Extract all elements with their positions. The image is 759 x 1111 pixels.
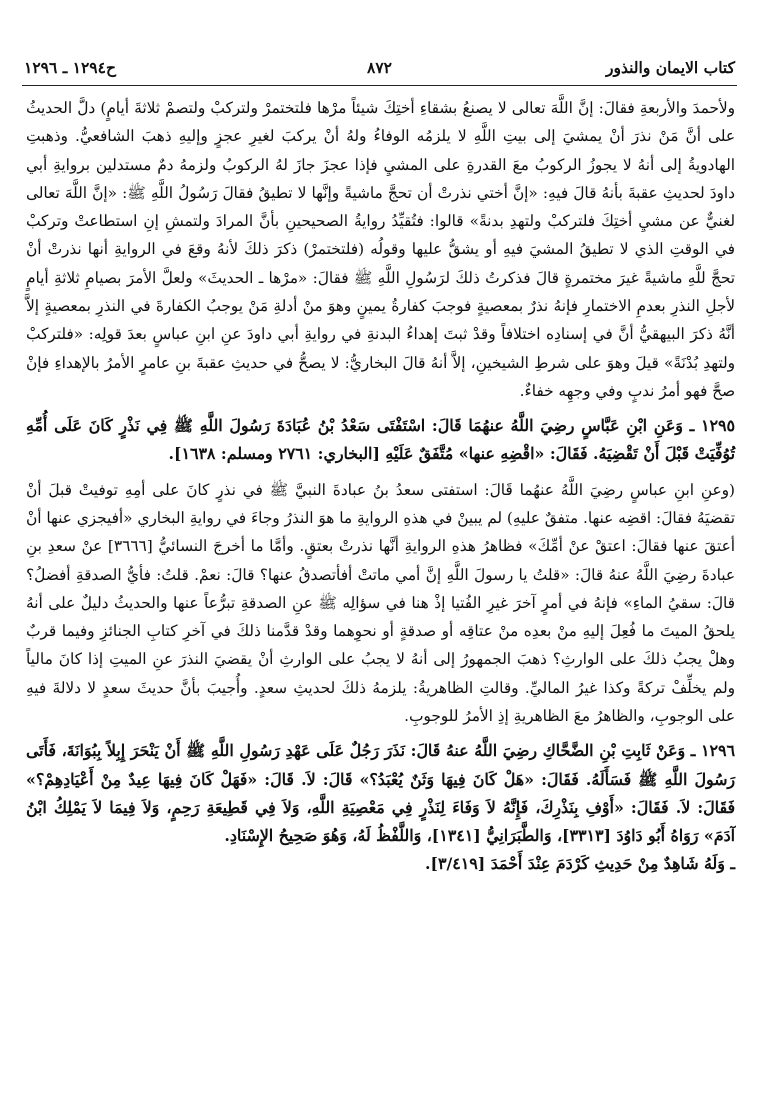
page-header	[24, 58, 735, 84]
page-body	[26, 94, 735, 878]
page-number: ٨٧٢	[367, 58, 392, 77]
commentary-paragraph-2: (وعنِ ابنِ عباسٍ رضِيَ اللَّهُ عنهُما قَالَ: استفتى سعدُ بنُ عبادةَ النبيَّ ﷺ في نذرٍ كانَ على أمِهِ توفيتْ قبلَ أنْ تقضيَهُ فقالَ: اقضِه عنها. متفقٌ عليهِ) لم يبينْ في هذهِ الروايةِ ما هوَ النذرُ وجاءَ في روايةِ البخاري «أفيجزي عنها أنْ أعتقَ عنها فقالَ: اعتقْ عنْ أمِّكَ» فظاهرُ هذهِ الروايةِ أنَّها نذرتْ بعتقٍ. وأمَّا ما أخرجَ النسائيُّ [٣٦٦٦] عنْ سعدِ بنِ عبادةَ رضِيَ اللَّهُ عنهُ قالَ: «قلتُ يا رسولَ اللَّهِ إنَّ أمي ماتتْ أفأتصدقُ عنها؟ قالَ: نعمْ. قلتُ: فأيُّ الصدقةِ أفضلُ؟ قالَ: سقيُ الماءِ» فإنهُ في أمرٍ آخرَ غيرِ الفُتيا إذْ هنا في سؤالِه ﷺ عنِ الصدقةِ تبرُّعاً عنها والحديثُ دليلٌ على أنهُ يلحقُ الميتَ ما فُعِلَ إليهِ منْ بعدِه منْ عتاقِه أو صدقةٍ أو نحوِهما وقدْ قدَّمنا ذلكَ في آخرِ كتابِ الجنائزِ وفيما قربٌ وهلْ يجبُ ذلكَ على الوارثِ؟ ذهبَ الجمهورُ إلى أنهُ لا يجبُ على الوارثِ أنْ يقضيَ النذرَ عنِ الميتِ إذا كانَ مالياً ولم يخلِّفْ تركةً وكذا غيرُ الماليِّ. وقالتِ الظاهريةُ: يلزمهُ ذلكَ لحديثِ سعدٍ. وأُجيبَ بأنَّ حديثَ سعدٍ لا دلالةَ فيهِ على الوجوبِ، والظاهرُ معَ الظاهريةِ إذِ الأمرُ للوجوبِ.	[26, 480, 735, 726]
hadith-1295: ١٢٩٥ ـ وَعَنِ ابْنِ عَبَّاسٍ رضِيَ اللَّهُ عنهُمَا قَالَ: اسْتَفْتَى سَعْدُ بْنُ عُبَادَةَ رَسُولَ اللَّهِ ﷺ فِي نَذْرٍ كَانَ عَلَى أُمِّهِ تُوُفِّيَتْ قَبْلَ أَنْ تَقْضِيَهُ. فَقَالَ: «اقْضِهِ عنها» مُتَّفَقٌ عَلَيْهِ [البخاري: ٢٧٦١ ومسلم: ١٦٣٨].	[26, 416, 735, 464]
hadith-range: ح١٢٩٤ ـ ١٢٩٦	[24, 58, 116, 77]
hadith-1296-note: ـ وَلَهُ شَاهِدٌ مِنْ حَدِيثِ كَرْدَمَ عِنْدَ أَحْمَدَ [٣/٤١٩].	[425, 854, 735, 874]
commentary-paragraph-1: ولأحمدَ والأربعةِ فقالَ: إنَّ اللَّهَ تعالى لا يصنعُ بشقاءِ أختِكَ شيئاً مرْها فلتختمرْ ولتركبْ ولتصمْ ثلاثةَ أيامٍ) دلَّ الحديثُ على أنَّ مَنْ نذرَ أنْ يمشيَ إلى بيتِ اللَّهِ لا يلزمُه الوفاءُ ولهُ أنْ يركبَ لغيرِ عجزٍ وإليهِ ذهبَ الشافعيُّ. وذهبتِ الهادويةُ إلى أنهُ لا يجوزُ الركوبُ معَ القدرةِ على المشيِ فإذا عجزَ جازَ لهُ الركوبُ ولزمهُ دمٌ مستدلين بروايةِ أبي داودَ لحديثِ عقبةَ بأنهُ قالَ فيهِ: «إنَّ أختي نذرتْ أن تحجَّ ماشيةً وإنَّها لا تطيقُ فقالَ رَسُولُ اللَّهِ ﷺ: «إنَّ اللَّهَ تعالى لغنيٌّ عن مشيِ أختِكَ فلتركبْ ولتهدِ بدنةً» قالوا: فتُقيِّدُ روايةُ الصحيحينِ بأنَّ المرادَ ولتمشِ إنِ استطاعتْ وتركبْ في الوقتِ الذي لا تطيقُ المشيَ فيهِ أو يشقُّ عليها وقولُه (فلتختمرْ) ذكرَ ذلكَ لأنهُ وقعَ في الروايةِ أنها نذرتْ أنْ تحجَّ للَّهِ ماشيةً غيرَ مختمرةٍ قالَ فذكرتُ ذلكَ لرَسُولِ اللَّهِ ﷺ فقالَ: «مرْها ـ الحديثَ» ولعلَّ الأمرَ بصيامِ ثلاثةِ أيامٍ لأجلِ النذرِ بعدمِ الاختمارِ فإنهُ نذرٌ بمعصيةٍ فوجبَ كفارةُ يمينٍ وهوَ منْ أدلةِ مَنْ يوجبُ الكفارةَ في النذرِ بمعصيةٍ إلاَّ أنَّهُ ذكرَ البيهقيُّ أنَّ في إسنادِه اختلافاً وقدْ ثبتَ إهداءُ البدنةِ في روايةِ أبي داودَ عنِ ابنِ عباسٍ بعدَ قولِه: «فلتركبْ ولتهدِ بُدْنَةً» قيلَ وهوَ على شرطِ الشيخينِ، إلاَّ أنهُ قالَ البخاريُّ: لا يصحُّ في حديثِ عقبةَ بنِ عامرٍ الأمرُ بالإهداءِ فإنْ صحَّ فهو أمرُ ندبٍ وفي وجهِه خفاءٌ.	[26, 99, 736, 400]
header-rule	[22, 85, 737, 86]
book-title: كتاب الايمان والنذور	[606, 58, 735, 77]
hadith-1296: ١٢٩٦ ـ وَعَنْ ثَابِتِ بْنِ الضَّحَّاكِ رضِيَ اللَّهُ عنهُ قَالَ: نَذَرَ رَجُلٌ عَلَى عَهْدِ رَسُولِ اللَّهِ ﷺ أَنْ يَنْحَرَ إِبِلاً بِبُوَانَةَ، فَأَتَى رَسُولَ اللَّهِ ﷺ فَسَأَلَهُ. فَقَالَ: «هَلْ كَانَ فِيهَا وَثَنٌ يُعْبَدُ؟» قَالَ: لاَ. قَالَ: «فَهَلْ كَانَ فِيهَا عِيدٌ مِنْ أَعْيَادِهِمْ؟» فَقَالَ: لاَ. فَقَالَ: «أَوْفِ بِنَذْرِكَ، فَإِنَّهُ لاَ وَفَاءَ لِنَذْرٍ فِي مَعْصِيَةِ اللَّهِ، وَلاَ فِي قَطِيعَةِ رَحِمٍ، وَلاَ فِيمَا لاَ يَمْلِكُ ابْنُ آدَمَ» رَوَاهُ أَبُو دَاوُدَ [٣٣١٣]، وَالطَّبَرَانِيُّ [١٣٤١]، وَاللَّفْظُ لَهُ، وَهُوَ صَحِيحُ الإِسْنَادِ.	[26, 741, 735, 845]
